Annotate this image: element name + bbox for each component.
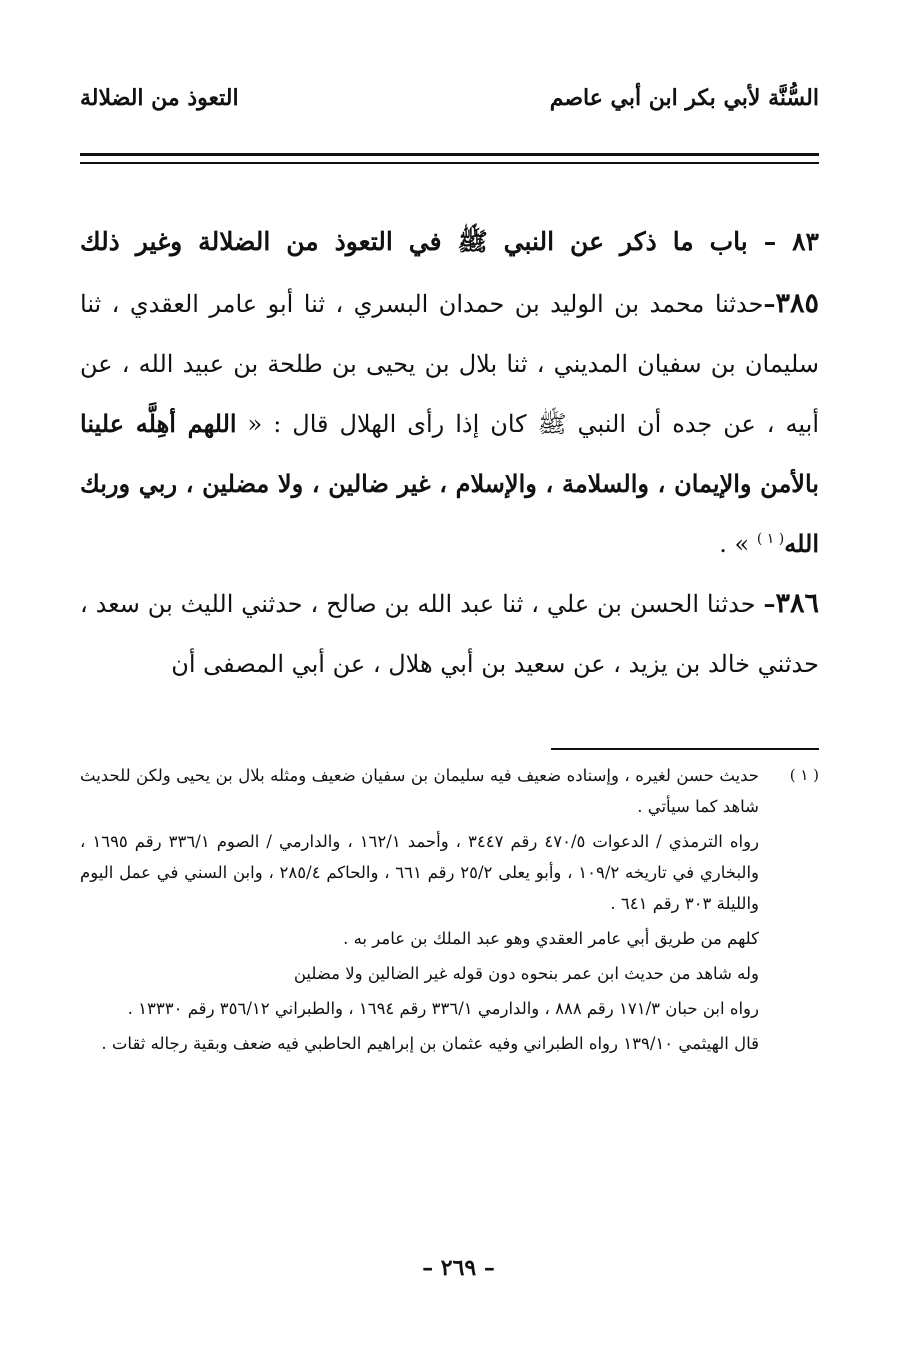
footnote-paragraph: رواه ابن حبان ١٧١/٣ رقم ٨٨٨ ، والدارمي ٣٣٦/١ رقم ١٦٩٤ ، والطبراني ٣٥٦/١٢ رقم ١٣٣٣٠ . bbox=[127, 999, 759, 1018]
footnote-paragraph: رواه الترمذي / الدعوات ٤٧٠/٥ رقم ٣٤٤٧ ، وأحمد ١٦٢/١ ، والدارمي / الصوم ٣٣٦/١ رقم ١٦٩٥ ، والبخاري في تاريخه ١٠٩/٢ ، وأبو يعلى ٢٥/٢ رقم ٦٦١ ، والحاكم ٢٨٥/٤ ، وابن السني في عمل اليوم والليلة ٣٠٣ رقم ٦٤١ . bbox=[80, 832, 760, 913]
footnote-reference[interactable]: ( ١ ) bbox=[756, 531, 785, 547]
chapter-heading bbox=[80, 212, 819, 274]
chapter-number: ٨٣ bbox=[792, 227, 819, 256]
section-title: التعوذ من الضلالة bbox=[80, 85, 239, 111]
footnote-paragraph: قال الهيثمي ١٣٩/١٠ رواه الطبراني وفيه عثمان بن إبراهيم الحاطبي فيه ضعف وبقية رجاله ثقات . bbox=[101, 1034, 759, 1053]
footnote-marker: ( ١ ) bbox=[789, 766, 819, 784]
footnote-paragraph: وله شاهد من حديث ابن عمر بنحوه دون قوله غير الضالين ولا مضلين bbox=[293, 964, 759, 983]
book-title: السُّنَّة لأبي بكر ابن أبي عاصم bbox=[549, 85, 819, 111]
page-number: – ٢٦٩ – bbox=[422, 1255, 495, 1281]
chapter-separator: – bbox=[763, 227, 777, 256]
hadith-number: ٣٨٦ bbox=[775, 588, 819, 619]
footnotes bbox=[80, 760, 819, 1063]
footnote-rule bbox=[551, 748, 819, 750]
hadith-text-end: » . bbox=[719, 530, 757, 558]
main-text bbox=[80, 212, 819, 694]
hadith-supplication: اللهم أهِلَّه علينا بالأمن والإيمان ، والسلامة ، والإسلام ، غير ضالين ، ولا مضلين ، ربي وربك الله bbox=[80, 409, 819, 558]
chapter-title: باب ما ذكر عن النبي ﷺ في التعوذ من الضلالة وغير ذلك bbox=[80, 227, 748, 256]
running-header bbox=[80, 78, 819, 118]
hadith-text: حدثنا محمد بن الوليد بن حمدان البسري ، ثنا أبو عامر العقدي ، ثنا سليمان بن سفيان المديني ، ثنا بلال بن يحيى بن طلحة بن عبيد الله ، عن أبيه ، عن جده أن النبي ﷺ كان إذا رأى الهلال قال : « bbox=[80, 290, 819, 438]
hadith-number: ٣٨٥ bbox=[775, 288, 819, 319]
footnote-paragraph: كلهم من طريق أبي عامر العقدي وهو عبد الملك بن عامر به . bbox=[343, 929, 759, 948]
footnote-paragraph: حديث حسن لغيره ، وإسناده ضعيف فيه سليمان بن سفيان ضعيف ومثله بلال بن يحيى ولكن للحديث شاهد كما سيأتي . bbox=[80, 766, 759, 816]
footnote-body bbox=[80, 760, 759, 1063]
hadith-386 bbox=[80, 574, 819, 694]
footnote-1 bbox=[80, 760, 819, 1063]
hadith-text: حدثنا الحسن بن علي ، ثنا عبد الله بن صالح ، حدثني الليث بن سعد ، حدثني خالد بن يزيد ، عن سعيد بن أبي هلال ، عن أبي المصفى أن bbox=[80, 590, 819, 678]
header-rule-thick bbox=[80, 153, 819, 156]
header-rule-thin bbox=[80, 162, 819, 164]
hadith-dash: – bbox=[763, 589, 776, 618]
hadith-dash: – bbox=[763, 289, 776, 318]
hadith-385 bbox=[80, 274, 819, 574]
